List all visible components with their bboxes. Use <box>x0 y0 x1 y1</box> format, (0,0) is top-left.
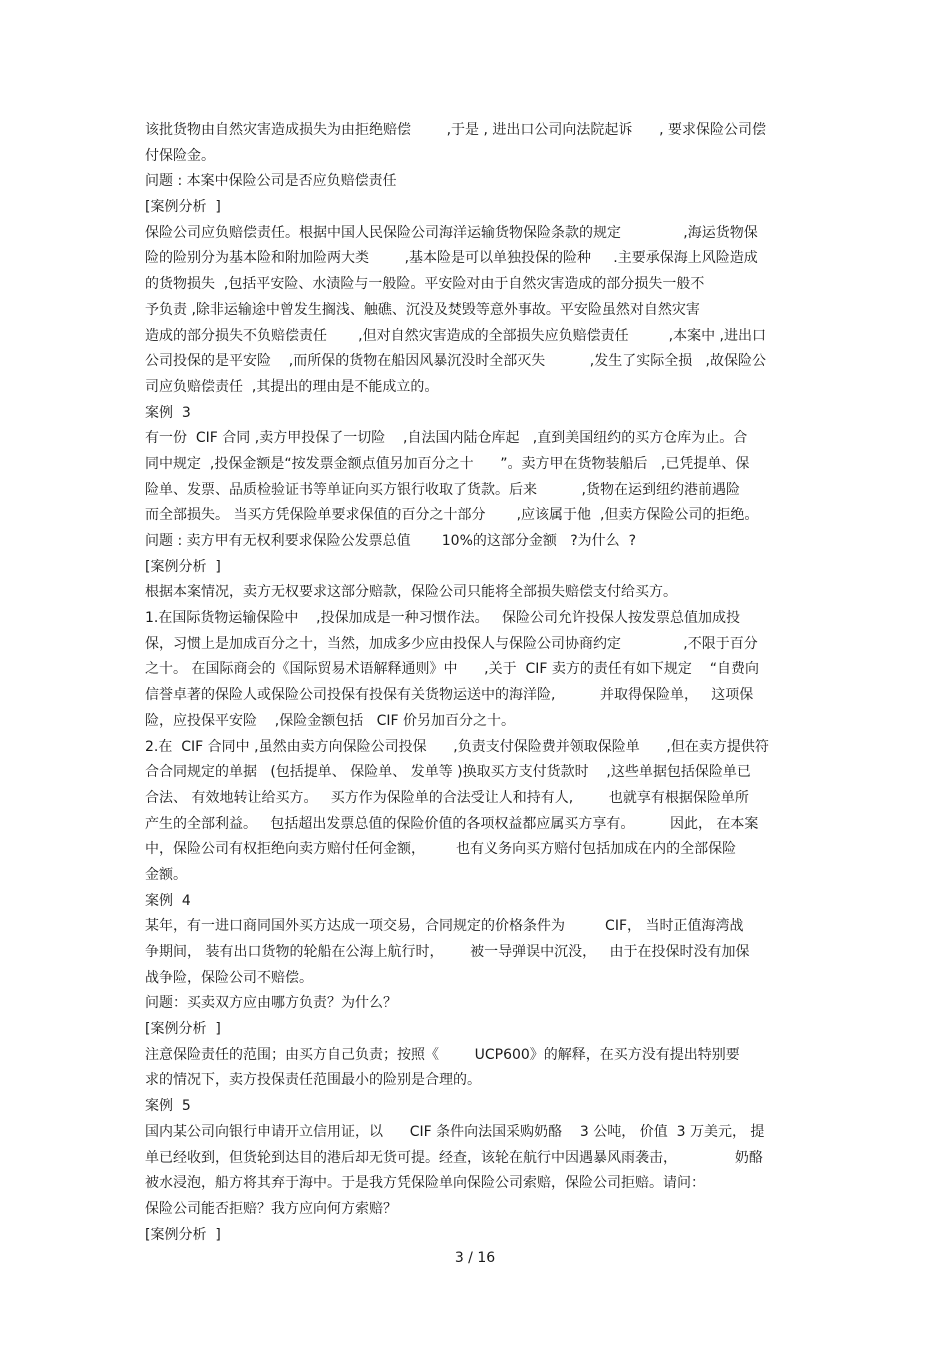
document-body <box>145 118 805 1248</box>
text-line: 产生的全部利益。 包括超出发票总值的保险价值的各项权益都应属买方享有。 因此， 在本案 <box>145 815 759 832</box>
text-line: 之十。 在国际商会的《国际贸易术语解释通则》中 ,关于 CIF 卖方的责任有如下规定 “自费向 <box>145 661 759 678</box>
text-line: 险的险别分为基本险和附加险两大类 ,基本险是可以单独投保的险种 .主要承保海上风险造成 <box>145 250 758 267</box>
text-line: 有一份 CIF 合同 ,卖方甲投保了一切险 ,自法国内陆仓库起 ,直到美国纽约的买方仓库为止。合 <box>145 430 748 447</box>
text-line: 公司投保的是平安险 ,而所保的货物在船因风暴沉没时全部灭失 ,发生了实际全损 ,故保险公 <box>145 353 767 370</box>
text-line: 问题：买卖双方应由哪方负责？为什么？ <box>145 995 397 1012</box>
text-line: 信誉卓著的保险人或保险公司投保有投保有关货物运送中的海洋险, 并取得保险单， 这项保 <box>145 687 754 704</box>
text-line: 战争险，保险公司不赔偿。 <box>145 969 313 986</box>
text-line: 险单、发票、品质检验证书等单证向买方银行收取了货款。后来 ,货物在运到纽约港前遇险 <box>145 481 740 498</box>
text-line: 问题 : 本案中保险公司是否应负赔偿责任 <box>145 173 397 190</box>
text-line: 合法、 有效地转让给买方。 买方作为保险单的合法受让人和持有人, 也就享有根据保险单所 <box>145 789 749 806</box>
text-line: 的货物损失 ,包括平安险、水渍险与一般险。平安险对由于自然灾害造成的部分损失一般不 <box>145 276 705 293</box>
text-line: 造成的部分损失不负赔偿责任 ,但对自然灾害造成的全部损失应负赔偿责任 ,本案中 ,进出口 <box>145 327 767 344</box>
text-line: 某年，有一进口商同国外买方达成一项交易，合同规定的价格条件为 CIF， 当时正值海湾战 <box>145 918 744 935</box>
text-line: 金额。 <box>145 866 187 883</box>
text-line: 该批货物由自然灾害造成损失为由拒绝赔偿 ,于是 , 进出口公司向法院起诉 , 要求保险公司偿 <box>145 122 767 138</box>
text-line: 保险公司应负赔偿责任。根据中国人民保险公司海洋运输货物保险条款的规定 ,海运货物保 <box>145 224 758 241</box>
text-line: 合合同规定的单据 (包括提单、 保险单、 发单等 )换取买方支付货款时 ,这些单据包括保险单已 <box>145 764 751 781</box>
text-line: 被水浸泡，船方将其弃于海中。于是我方凭保险单向保险公司索赔，保险公司拒赔。请问： <box>145 1175 705 1192</box>
text-line: 中，保险公司有权拒绝向卖方赔付任何金额， 也有义务向买方赔付包括加成在内的全部保险 <box>145 841 737 858</box>
text-line: 同中规定 ,投保金额是“按发票金额点值另加百分之十 ”。卖方甲在货物装船后 ,已凭提单、保 <box>145 455 750 472</box>
text-line: [案例分析 ] <box>145 199 221 216</box>
text-line: 而全部损失。 当买方凭保险单要求保值的百分之十部分 ,应该属于他 ,但卖方保险公司的拒绝。 <box>145 507 759 524</box>
text-line: [案例分析 ] <box>145 558 221 575</box>
text-line: 单已经收到，但货轮到达目的港后却无货可提。经查，该轮在航行中因遇暴风雨袭击， 奶酪 <box>145 1149 763 1166</box>
text-line: 案例 4 <box>145 892 191 909</box>
text-line: 付保险金。 <box>145 147 215 164</box>
text-line: 国内某公司向银行申请开立信用证，以 CIF 条件向法国采购奶酪 3 公吨， 价值 3 万美元， 提 <box>145 1123 765 1140</box>
text-line: 问题 : 卖方甲有无权利要求保险公发票总值 10%的这部分金额 ?为什么 ? <box>145 533 636 549</box>
text-line: 保险公司能否拒赔？我方应向何方索赔？ <box>145 1200 397 1217</box>
text-line: 1.在国际货物运输保险中 ,投保加成是一种习惯作法。 保险公司允许投保人按发票总值加成投 <box>145 610 740 627</box>
text-line: 2.在 CIF 合同中 ,虽然由卖方向保险公司投保 ,负责支付保险费并领取保险单 ,但在卖方提供符 <box>145 738 769 755</box>
text-line: 争期间， 装有出口货物的轮船在公海上航行时， 被一导弹误中沉没， 由于在投保时没有加保 <box>145 944 750 960</box>
text-line: 保，习惯上是加成百分之十，当然，加成多少应由投保人与保险公司协商约定 ,不限于百分 <box>145 635 758 652</box>
text-line: 予负责 ,除非运输途中曾发生搁浅、触礁、沉没及焚毁等意外事故。平安险虽然对自然灾害 <box>145 301 700 318</box>
text-line: 注意保险责任的范围；由买方自己负责；按照《 UCP600》的解释，在买方没有提出特别要 <box>145 1046 740 1063</box>
text-line: [案例分析 ] <box>145 1226 221 1243</box>
text-line: [案例分析 ] <box>145 1021 221 1038</box>
text-line: 司应负赔偿责任 ,其提出的理由是不能成立的。 <box>145 378 439 395</box>
text-line: 案例 3 <box>145 404 191 421</box>
text-line: 求的情况下，卖方投保责任范围最小的险别是合理的。 <box>145 1072 481 1089</box>
text-line: 根据本案情况，卖方无权要求这部分赔款，保险公司只能将全部损失赔偿支付给买方。 <box>145 584 677 601</box>
text-line: 案例 5 <box>145 1098 191 1115</box>
text-line: 险，应投保平安险 ,保险金额包括 CIF 价另加百分之十。 <box>145 712 516 729</box>
page-number: 3 / 16 <box>454 1250 496 1266</box>
